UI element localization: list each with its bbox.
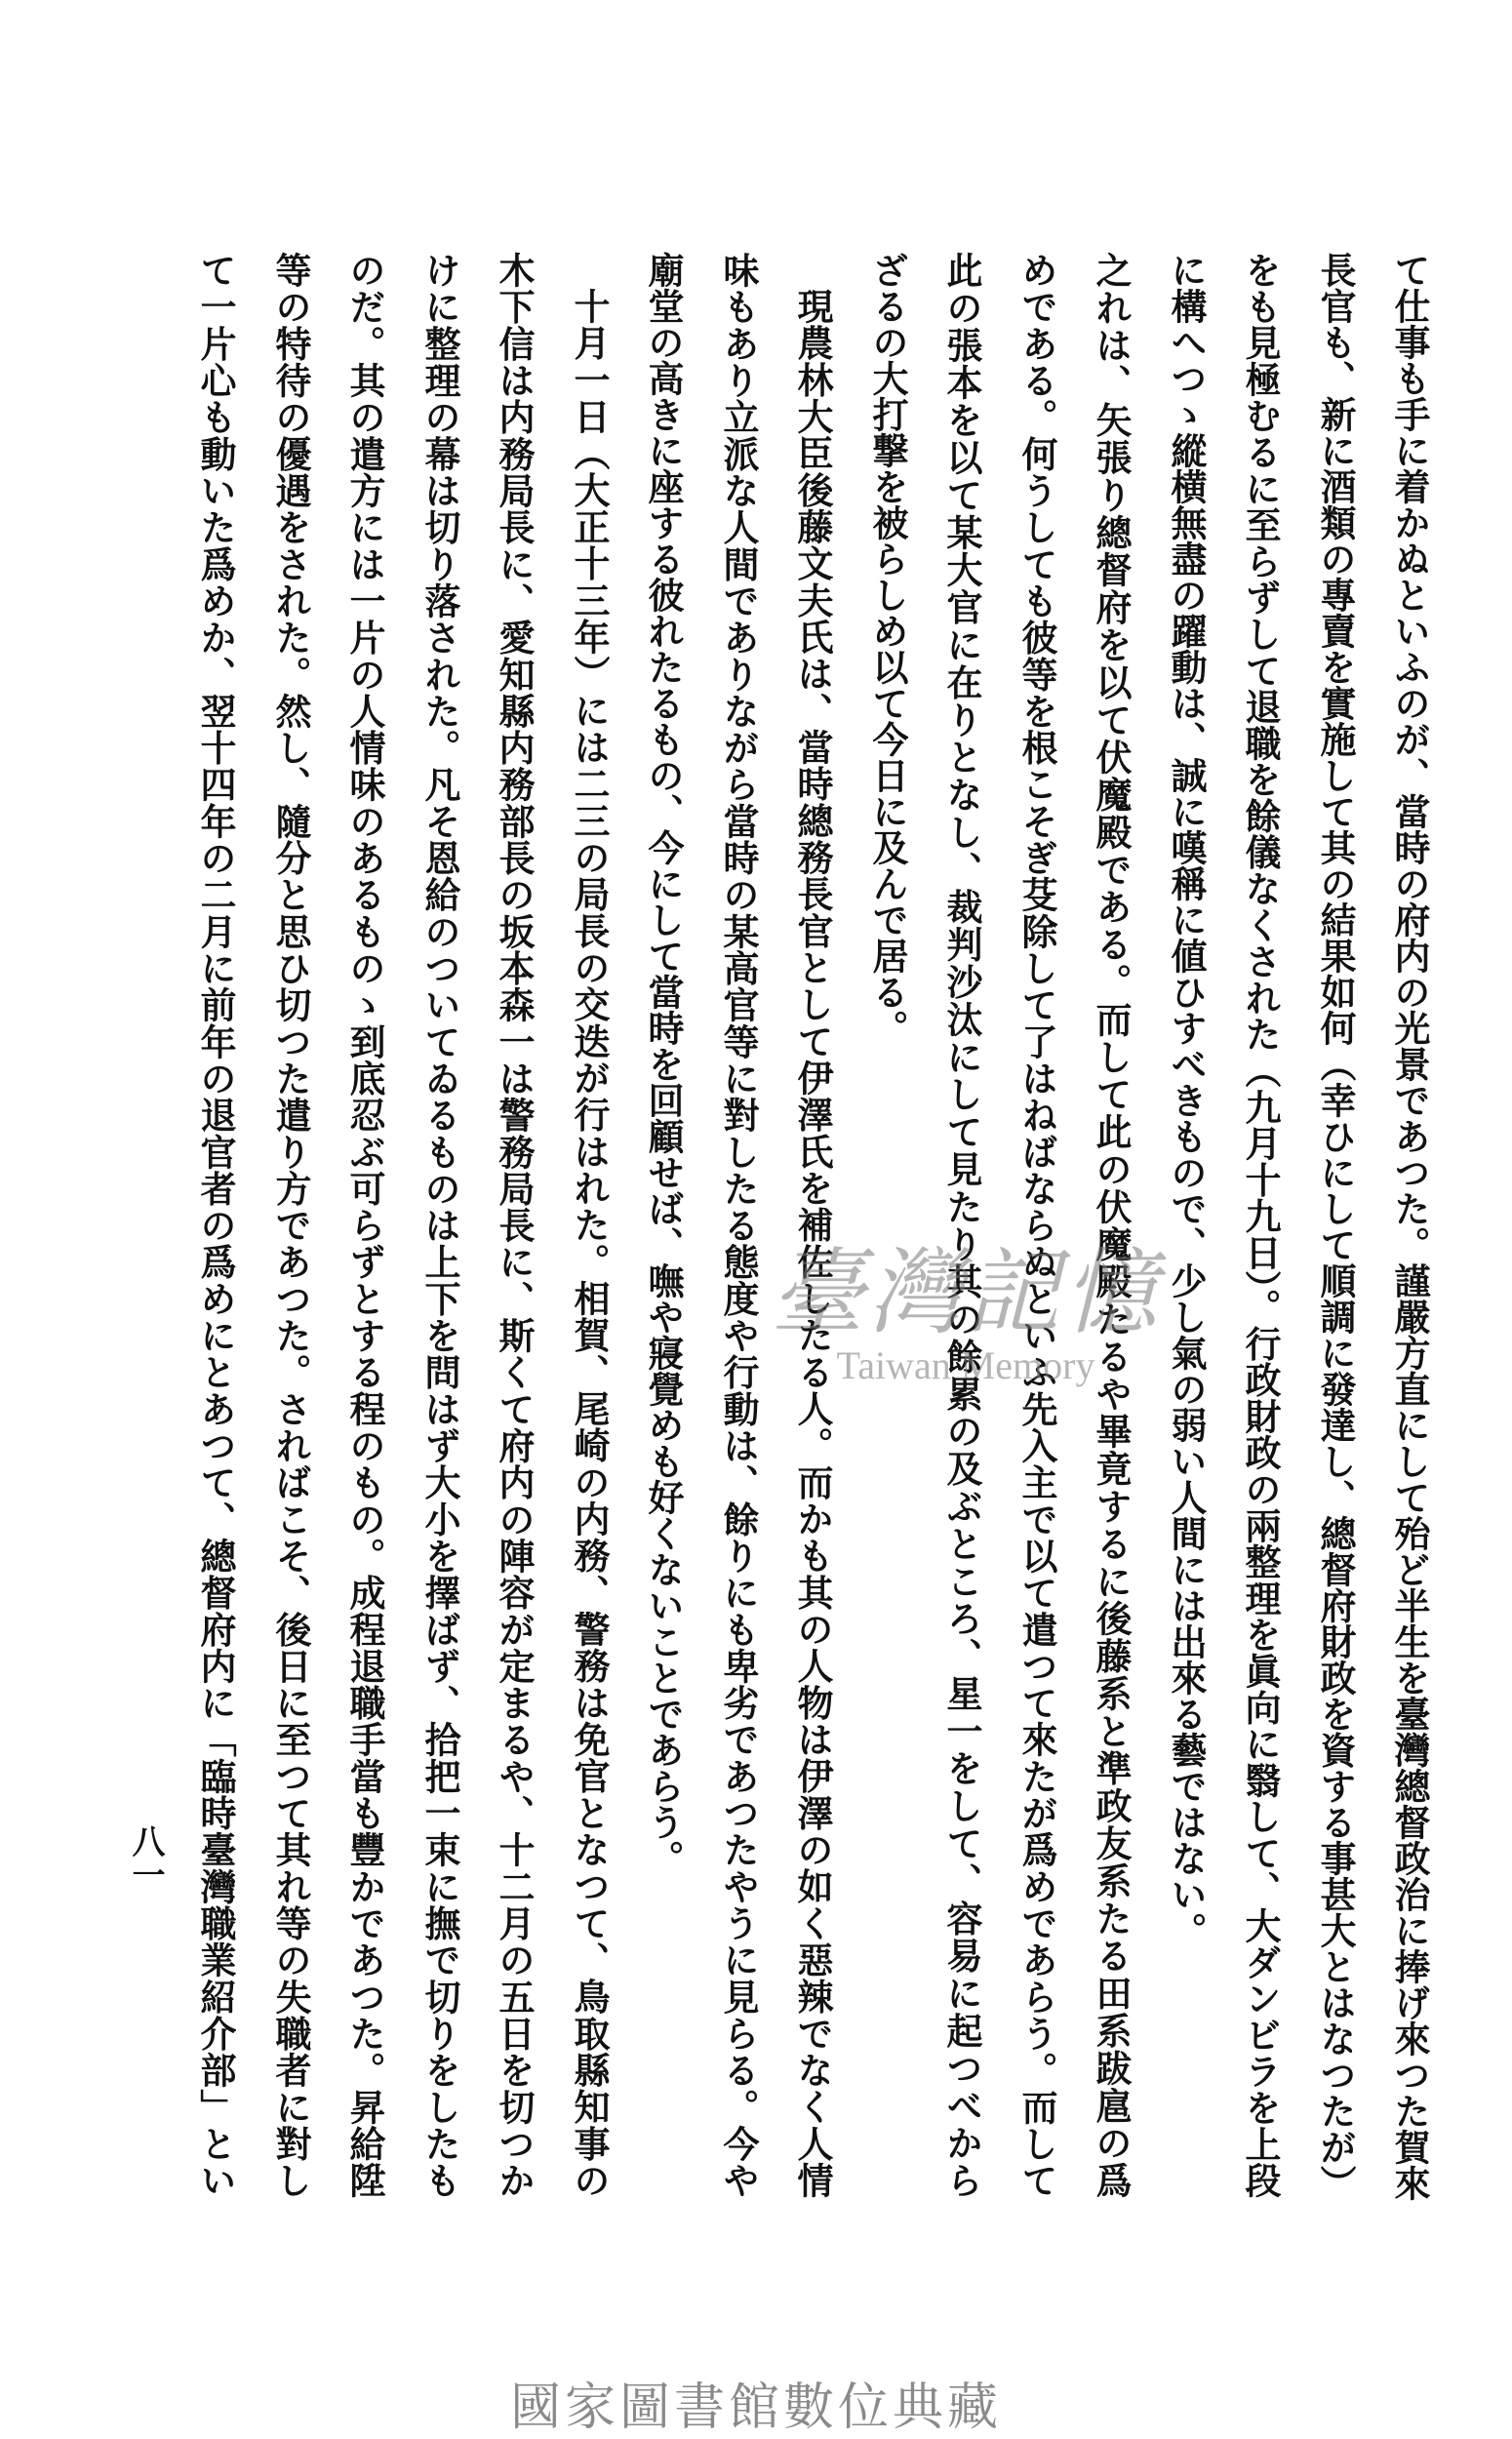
text-column: 長官も、新に酒類の專賣を實施して其の結果如何（幸ひにして順調に發達し、總督府財政を資する事甚大とはなつたが） [1314, 252, 1357, 2201]
text-column: 十月一日（大正十三年）には二三の局長の交迭が行はれた。相賀、尾崎の内務、警務は免官となつて、鳥取縣知事の [568, 288, 611, 2198]
text-column: て仕事も手に着かぬといふのが、當時の府内の光景であつた。謹嚴方直にして殆ど半生を臺灣總督政治に捧げ來つた賀來 [1388, 252, 1431, 2201]
text-column: 等の特待の優遇をされた。然し、隨分と思ひ切つた遣り方であつた。さればこそ、後日に至つて其れ等の失職者に對し [269, 252, 312, 2198]
text-column: けに整理の幕は切り落された。凡そ恩給のついてゐるものは上下を問はず大小を擇ばず、拾把一束に撫で切りをしたも [418, 252, 461, 2198]
watermark-title: 臺灣記憶 [771, 1238, 1161, 1347]
text-column: 味もあり立派な人間でありながら當時の某高官等に對したる態度や行動は、餘りにも卑劣であつたやうに見らる。今や [717, 252, 760, 2198]
text-column: ざるの大打撃を被らしめ以て今日に及んで居る。 [866, 252, 909, 1046]
footer-credit: 國家圖書館數位典藏 [509, 2379, 1002, 2437]
text-column: 廟堂の高きに座する彼れたるもの、今にして當時を回顧せば、嘸や寢覺めも好くないことであらう。 [642, 252, 685, 1876]
text-column: に構へつゝ縱横無盡の躍動は、誠に嘆稱に値ひすべきもので、少し氣の弱い人間には出來る藝ではない。 [1165, 252, 1208, 1948]
watermark-subtitle: Taiwan Memory [836, 1343, 1095, 1387]
text-column: のだ。其の遣方には一片の人情味のあるものゝ到底忍ぶ可らずとする程のもの。成程退職手當も豐かであつた。昇給陞 [343, 252, 386, 2198]
text-column: 木下信は内務局長に、愛知縣内務部長の坂本森一は警務局長に、斯くて府内の陣容が定まるや、十二月の五日を切つか [493, 252, 536, 2198]
text-column: 之れは、矢張り總督府を以て伏魔殿である。而して此の伏魔殿たるや畢竟するに後藤系と準政友系たる田系跋扈の爲 [1090, 252, 1133, 2198]
text-column: めである。何うしても彼等を根こそぎ芟除して了はねばならぬといふ先入主で以て遣つて來たが爲めであらう。而して [1015, 252, 1058, 2198]
text-column: 此の張本を以て某大官に在りとなし、裁判沙汰にして見たり其の餘累の及ぶところ、星一をして、容易に起つべから [940, 252, 983, 2198]
text-column: 現農林大臣後藤文夫氏は、當時總務長官として伊澤氏を補佐したる人。而かも其の人物は伊澤の如く惡辣でなく人情 [791, 288, 834, 2198]
page-number: 八一 [126, 1824, 165, 1891]
text-column: て一片心も動いた爲めか、翌十四年の二月に前年の退官者の爲めにとあつて、總督府内に「臨時臺灣職業紹介部」とい [194, 252, 237, 2198]
text-column: をも見極むるに至らずして退職を餘儀なくされた（九月十九日）。行政財政の兩整理を眞向に翳して、大ダンビラを上段 [1239, 252, 1282, 2199]
